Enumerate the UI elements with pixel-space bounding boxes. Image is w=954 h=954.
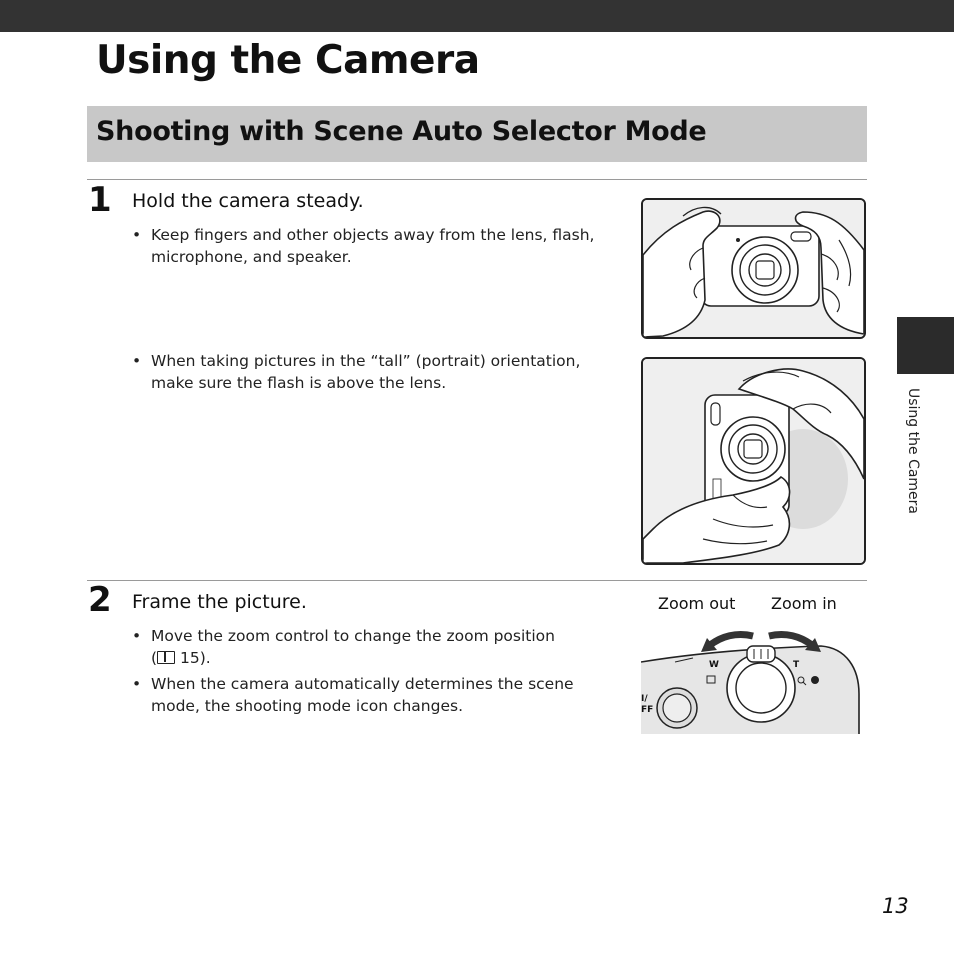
- zoom-in-label: Zoom in: [771, 594, 837, 613]
- bullet-text: When the camera automatically determines the scene mode, the shooting mode icon changes.: [151, 675, 574, 715]
- zoom-control-illustration: [641, 618, 863, 736]
- tele-mark: T: [793, 660, 800, 670]
- book-reference-icon: [157, 651, 175, 664]
- list-item: [132, 224, 602, 268]
- camera-portrait-illustration: [641, 357, 866, 565]
- list-item: [132, 673, 602, 717]
- reference-open: (: [151, 649, 158, 667]
- power-mark: I/ FF: [641, 694, 654, 715]
- bullet-marker: •: [132, 226, 142, 244]
- zoom-out-label: Zoom out: [658, 594, 736, 613]
- bullet-marker: •: [132, 675, 142, 693]
- step-heading: Frame the picture.: [132, 591, 307, 613]
- step-divider: [87, 179, 867, 180]
- page-number: 13: [882, 894, 909, 918]
- step-divider: [87, 580, 867, 581]
- section-title: Shooting with Scene Auto Selector Mode: [96, 116, 707, 147]
- list-item: [132, 625, 602, 669]
- page-title: Using the Camera: [96, 38, 480, 83]
- bullet-marker: •: [132, 627, 142, 645]
- chapter-side-label-text: Using the Camera: [905, 388, 921, 515]
- top-bar: [0, 0, 954, 32]
- step-number: 2: [88, 580, 112, 620]
- bullet-text: Keep fingers and other objects away from the lens, flash, microphone, and speaker.: [151, 226, 595, 266]
- list-item: [132, 350, 602, 394]
- chapter-side-label: [903, 388, 923, 538]
- step-heading: Hold the camera steady.: [132, 190, 364, 212]
- bullet-text: When taking pictures in the “tall” (portrait) orientation, make sure the flash is above the lens.: [151, 352, 581, 392]
- camera-landscape-illustration: [641, 198, 866, 339]
- bullet-marker: •: [132, 352, 142, 370]
- bullet-text: Move the zoom control to change the zoom position: [151, 627, 555, 645]
- reference-page: 15).: [180, 649, 211, 667]
- chapter-tab: [897, 317, 954, 374]
- wide-mark: W: [709, 660, 719, 670]
- step-number: 1: [88, 180, 112, 220]
